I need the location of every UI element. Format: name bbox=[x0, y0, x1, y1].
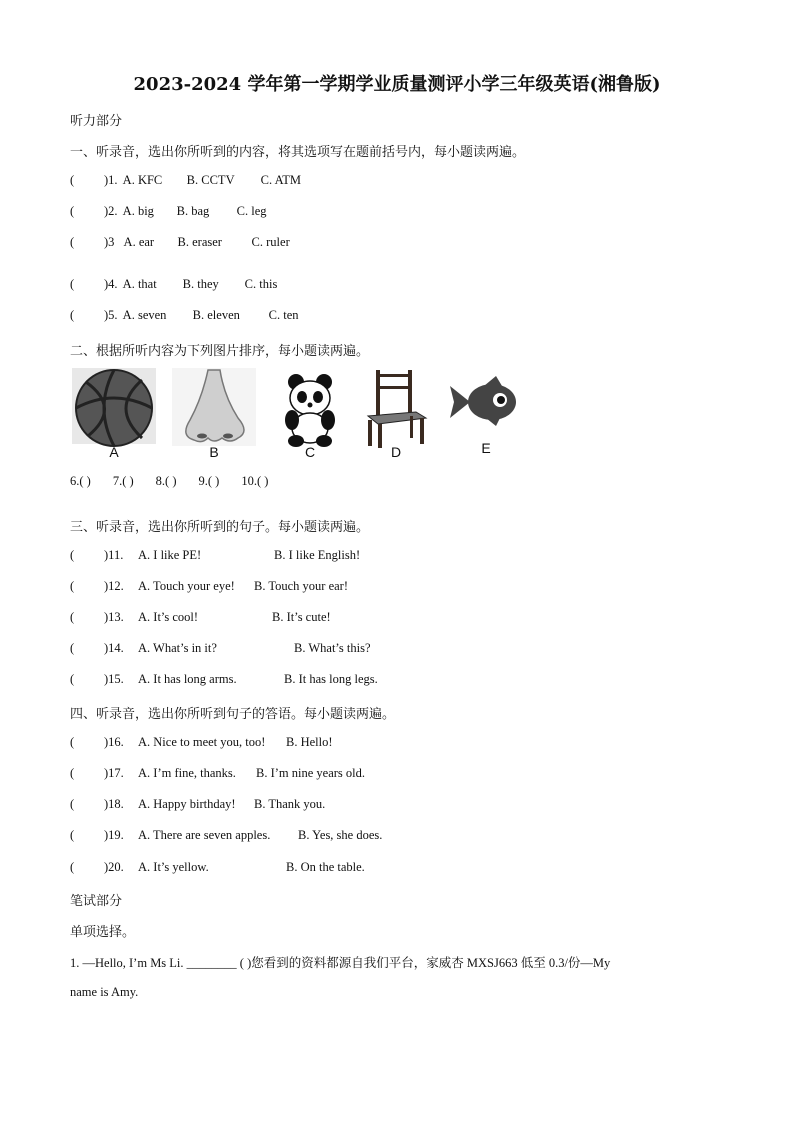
option-b: B. Touch your ear! bbox=[254, 579, 349, 593]
question-row bbox=[70, 860, 365, 875]
picture-label: A bbox=[109, 444, 119, 460]
question-number: )2. bbox=[104, 204, 118, 218]
question-row bbox=[70, 828, 382, 843]
question-1-line1: 1. —Hello, I’m Ms Li. ________ ( )您看到的资料都源自我们平台，家威杏 MXSJ663 低至 0.3/份—My bbox=[70, 956, 611, 970]
written-header: 笔试部分 bbox=[70, 894, 123, 909]
question-number: )19. bbox=[104, 828, 124, 842]
answer-paren: ( bbox=[70, 235, 75, 249]
option-a: A. It has long arms. bbox=[138, 672, 237, 686]
order-item: 10.( ) bbox=[241, 474, 269, 488]
option-b: B. they bbox=[182, 277, 219, 291]
question-number: )18. bbox=[104, 797, 124, 811]
question-row bbox=[70, 235, 290, 250]
option-b: B. Thank you. bbox=[254, 797, 326, 811]
order-item: 8.( ) bbox=[155, 474, 177, 488]
question-number: )14. bbox=[104, 641, 124, 655]
question-number: )11. bbox=[104, 548, 124, 562]
section1-instruction: 一、听录音，选出你所听到的内容，将其选项写在题前括号内，每小题读两遍。 bbox=[70, 145, 526, 160]
question-row bbox=[70, 797, 325, 812]
option-c: C. ATM bbox=[260, 173, 301, 187]
picture-label: E bbox=[481, 440, 491, 456]
picture-a bbox=[72, 368, 156, 448]
question-row bbox=[70, 173, 301, 188]
option-b: B. It’s cute! bbox=[272, 610, 331, 624]
question-number: )1. bbox=[104, 173, 118, 187]
answer-paren: ( bbox=[70, 308, 75, 322]
question-number: )15. bbox=[104, 672, 124, 686]
picture-label: B bbox=[209, 444, 219, 460]
option-b: B. CCTV bbox=[186, 173, 235, 187]
question-row bbox=[70, 308, 299, 323]
question-row bbox=[70, 204, 267, 219]
order-item: 9.( ) bbox=[198, 474, 220, 488]
option-c: C. ruler bbox=[251, 235, 290, 249]
option-b: B. Yes, she does. bbox=[298, 828, 383, 842]
question-number: )17. bbox=[104, 766, 124, 780]
answer-paren: ( bbox=[70, 579, 75, 593]
option-a: A. It’s cool! bbox=[138, 610, 199, 624]
option-c: C. ten bbox=[268, 308, 299, 322]
question-1-line2: name is Amy. bbox=[70, 985, 139, 999]
question-row bbox=[70, 610, 331, 625]
option-a: A. Happy birthday! bbox=[138, 797, 236, 811]
option-b: B. What’s this? bbox=[294, 641, 371, 655]
option-c: C. this bbox=[244, 277, 278, 291]
nose-icon bbox=[172, 368, 256, 448]
answer-paren: ( bbox=[70, 766, 75, 780]
option-c: C. leg bbox=[236, 204, 267, 218]
picture-label: C bbox=[304, 444, 316, 460]
option-a: A. Touch your eye! bbox=[138, 579, 235, 593]
option-b: B. eleven bbox=[192, 308, 240, 322]
option-b: B. Hello! bbox=[286, 735, 333, 749]
question-number: )20. bbox=[104, 860, 124, 874]
single-choice-header: 单项选择。 bbox=[70, 925, 136, 940]
question-row bbox=[70, 766, 365, 781]
option-a: A. ear bbox=[123, 235, 155, 249]
option-b: B. bag bbox=[176, 204, 210, 218]
option-a: A. I’m fine, thanks. bbox=[138, 766, 236, 780]
answer-paren: ( bbox=[70, 173, 75, 187]
answer-paren: ( bbox=[70, 548, 75, 562]
option-a: A. seven bbox=[122, 308, 167, 322]
section4-instruction: 四、听录音，选出你所听到句子的答语。每小题读两遍。 bbox=[70, 707, 396, 722]
question-number: )13. bbox=[104, 610, 124, 624]
section3-instruction: 三、听录音，选出你所听到的句子。每小题读两遍。 bbox=[70, 520, 370, 535]
question-row bbox=[70, 641, 371, 656]
question-row bbox=[70, 548, 360, 563]
question-row bbox=[70, 735, 333, 750]
fish-icon bbox=[444, 368, 528, 448]
section2-instruction: 二、根据所听内容为下列图片排序，每小题读两遍。 bbox=[70, 344, 370, 359]
answer-paren: ( bbox=[70, 641, 75, 655]
listening-header: 听力部分 bbox=[70, 114, 123, 129]
answer-paren: ( bbox=[70, 860, 75, 874]
question-row bbox=[70, 277, 277, 292]
order-answers bbox=[70, 474, 290, 489]
order-item: 6.( ) bbox=[70, 474, 91, 488]
question-number: )3 bbox=[104, 235, 115, 249]
option-a: A. It’s yellow. bbox=[138, 860, 209, 874]
question-number: )16. bbox=[104, 735, 124, 749]
picture-e bbox=[444, 368, 528, 448]
option-a: A. big bbox=[122, 204, 154, 218]
answer-paren: ( bbox=[70, 735, 75, 749]
question-number: )4. bbox=[104, 277, 118, 291]
question-number: )5. bbox=[104, 308, 118, 322]
question-number: )12. bbox=[104, 579, 124, 593]
question-row bbox=[70, 672, 378, 687]
picture-row bbox=[72, 368, 532, 463]
option-b: B. On the table. bbox=[286, 860, 365, 874]
picture-label: D bbox=[390, 444, 402, 460]
answer-paren: ( bbox=[70, 797, 75, 811]
option-b: B. eraser bbox=[177, 235, 222, 249]
answer-paren: ( bbox=[70, 610, 75, 624]
answer-paren: ( bbox=[70, 204, 75, 218]
order-item: 7.( ) bbox=[112, 474, 134, 488]
option-a: A. KFC bbox=[122, 173, 163, 187]
option-a: A. that bbox=[122, 277, 157, 291]
page-title: 2023-2024 学年第一学期学业质量测评小学三年级英语(湘鲁版) bbox=[133, 74, 661, 95]
picture-b bbox=[172, 368, 256, 448]
option-a: A. I like PE! bbox=[138, 548, 202, 562]
answer-paren: ( bbox=[70, 828, 75, 842]
option-a: A. Nice to meet you, too! bbox=[138, 735, 266, 749]
panda-icon bbox=[268, 368, 352, 448]
option-a: A. There are seven apples. bbox=[138, 828, 271, 842]
option-a: A. What’s in it? bbox=[138, 641, 217, 655]
answer-paren: ( bbox=[70, 277, 75, 291]
option-b: B. I like English! bbox=[274, 548, 361, 562]
basketball-icon bbox=[72, 368, 156, 448]
chair-icon bbox=[354, 368, 438, 448]
picture-d bbox=[354, 368, 438, 448]
answer-paren: ( bbox=[70, 672, 75, 686]
question-row bbox=[70, 579, 348, 594]
option-b: B. It has long legs. bbox=[284, 672, 378, 686]
picture-c bbox=[268, 368, 352, 448]
option-b: B. I’m nine years old. bbox=[256, 766, 366, 780]
